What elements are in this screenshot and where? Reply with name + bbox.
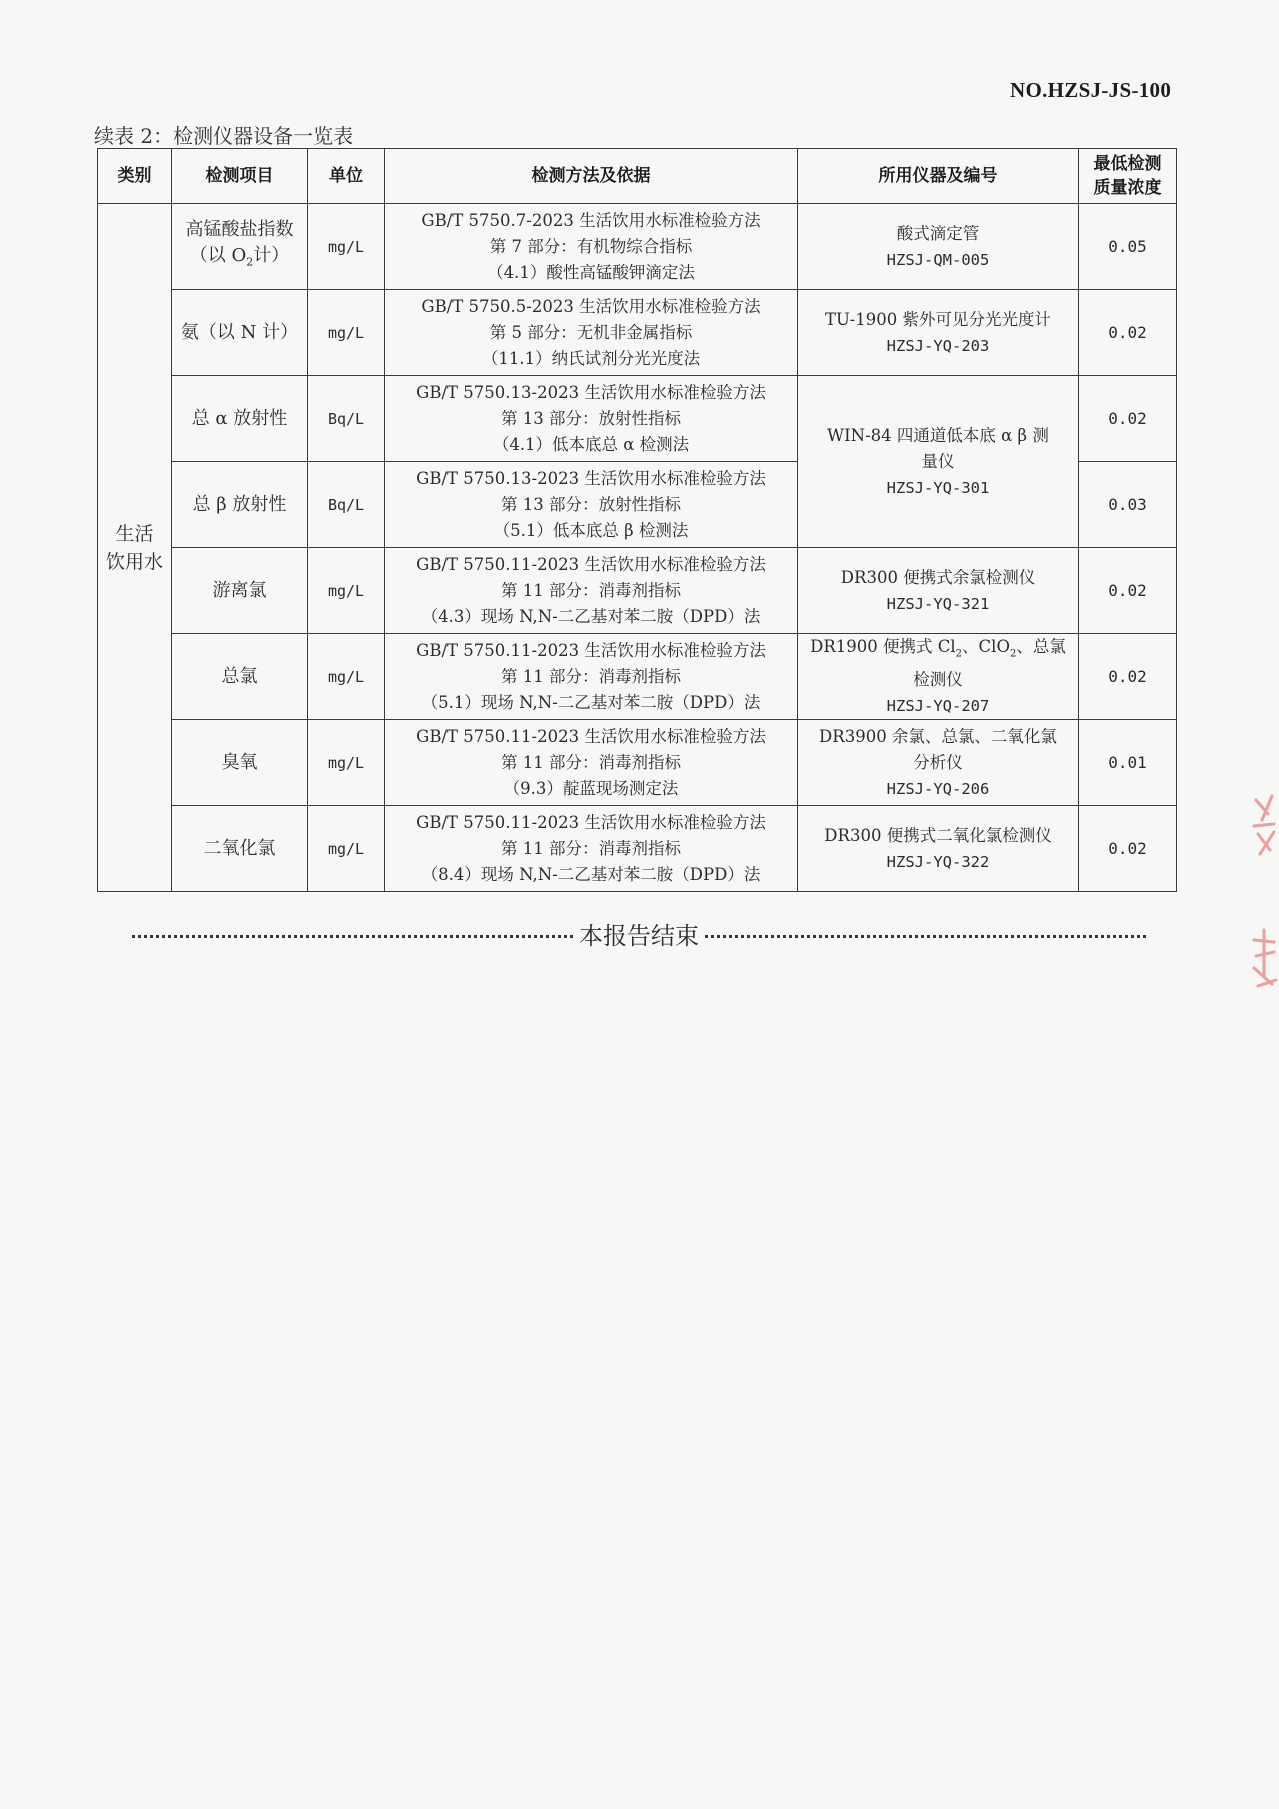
min-concentration-cell: 0.02	[1079, 548, 1177, 634]
unit-cell: Bq/L	[308, 376, 385, 462]
header-category: 类别	[98, 149, 172, 204]
seal-stamp-edge	[1248, 780, 1279, 1010]
min-concentration-cell: 0.02	[1079, 634, 1177, 720]
method-line: GB/T 5750.11-2023 生活饮用水标准检验方法	[416, 554, 766, 574]
header-min-conc-line1: 最低检测	[1093, 154, 1162, 174]
header-method: 检测方法及依据	[385, 149, 798, 204]
table-row	[98, 806, 1177, 892]
item-cell: 二氧化氯	[172, 806, 308, 892]
instrument-cell	[798, 376, 1079, 548]
method-line: （4.1）酸性高锰酸钾滴定法	[487, 262, 695, 282]
header-item: 检测项目	[172, 149, 308, 204]
item-text: （以 O	[189, 245, 247, 267]
document-number: NO.HZSJ-JS-100	[1010, 78, 1172, 102]
table-row	[98, 290, 1177, 376]
instrument-subscript: 2	[1009, 648, 1017, 660]
method-line: 第 11 部分：消毒剂指标	[501, 580, 681, 600]
unit-cell: mg/L	[308, 290, 385, 376]
instrument-line: 分析仪	[913, 752, 963, 772]
method-line: （4.1）低本底总 α 检测法	[492, 434, 690, 454]
item-cell: 总氯	[172, 634, 308, 720]
method-line: （4.3）现场 N,N-二乙基对苯二胺（DPD）法	[421, 606, 761, 626]
method-cell	[385, 376, 798, 462]
method-cell	[385, 634, 798, 720]
instrument-table	[97, 148, 1177, 892]
item-cell: 总 β 放射性	[172, 462, 308, 548]
min-concentration-cell: 0.01	[1079, 720, 1177, 806]
unit-cell: mg/L	[308, 548, 385, 634]
instrument-line	[800, 634, 1076, 667]
method-line: 第 7 部分：有机物综合指标	[489, 236, 693, 256]
method-line: GB/T 5750.11-2023 生活饮用水标准检验方法	[416, 640, 766, 660]
item-cell: 氨（以 N 计）	[172, 290, 308, 376]
instrument-line: 量仪	[921, 451, 955, 471]
unit-cell: mg/L	[308, 634, 385, 720]
header-unit: 单位	[308, 149, 385, 204]
item-line	[174, 243, 305, 276]
table-caption: 续表 2：检测仪器设备一览表	[94, 124, 354, 148]
instrument-line: DR300 便携式二氧化氯检测仪	[824, 825, 1052, 845]
instrument-line: WIN-84 四通道低本底 α β 测	[827, 425, 1049, 445]
method-cell	[385, 806, 798, 892]
category-cell	[98, 204, 172, 892]
method-cell	[385, 720, 798, 806]
method-line: 第 13 部分：放射性指标	[501, 494, 681, 514]
instrument-line: DR3900 余氯、总氯、二氧化氯	[819, 726, 1057, 746]
method-line: （5.1）现场 N,N-二乙基对苯二胺（DPD）法	[421, 692, 761, 712]
instrument-cell	[798, 806, 1079, 892]
table-header-row	[98, 149, 1177, 204]
instrument-line: DR300 便携式余氯检测仪	[840, 567, 1036, 587]
instrument-code: HZSJ-YQ-207	[886, 697, 990, 716]
item-line: 高锰酸盐指数	[185, 219, 294, 241]
header-min-concentration	[1079, 149, 1177, 204]
method-line: （9.3）靛蓝现场测定法	[503, 778, 679, 798]
method-cell	[385, 548, 798, 634]
unit-cell: mg/L	[308, 806, 385, 892]
instrument-cell	[798, 634, 1079, 720]
report-end-text: 本报告结束	[579, 922, 699, 950]
method-line: GB/T 5750.13-2023 生活饮用水标准检验方法	[416, 468, 766, 488]
method-line: 第 11 部分：消毒剂指标	[501, 838, 681, 858]
instrument-line: 酸式滴定管	[896, 223, 980, 243]
min-concentration-cell: 0.02	[1079, 376, 1177, 462]
item-subscript: 2	[246, 255, 254, 269]
method-line: （11.1）纳氏试剂分光光度法	[481, 348, 701, 368]
table-row	[98, 376, 1177, 462]
min-concentration-cell: 0.05	[1079, 204, 1177, 290]
unit-cell: Bq/L	[308, 462, 385, 548]
method-line: （5.1）低本底总 β 检测法	[493, 520, 689, 540]
instrument-cell	[798, 720, 1079, 806]
instrument-code: HZSJ-QM-005	[886, 250, 990, 269]
instrument-code: HZSJ-YQ-203	[886, 336, 990, 355]
instrument-cell	[798, 548, 1079, 634]
seal-stamp-icon	[1248, 780, 1279, 1010]
method-line: GB/T 5750.7-2023 生活饮用水标准检验方法	[421, 210, 761, 230]
instrument-subscript: 2	[955, 648, 963, 660]
instrument-line: 检测仪	[913, 670, 963, 690]
method-line: （8.4）现场 N,N-二乙基对苯二胺（DPD）法	[421, 864, 761, 884]
instrument-code: HZSJ-YQ-322	[886, 852, 990, 871]
method-line: GB/T 5750.11-2023 生活饮用水标准检验方法	[416, 812, 766, 832]
instrument-cell	[798, 290, 1079, 376]
instrument-line: TU-1900 紫外可见分光光度计	[825, 309, 1051, 329]
header-min-conc-line2: 质量浓度	[1093, 178, 1162, 198]
category-line2: 饮用水	[105, 550, 163, 573]
table-row	[98, 720, 1177, 806]
unit-cell: mg/L	[308, 720, 385, 806]
min-concentration-cell: 0.02	[1079, 806, 1177, 892]
item-cell: 臭氧	[172, 720, 308, 806]
item-cell: 总 α 放射性	[172, 376, 308, 462]
item-text: 计）	[253, 245, 290, 267]
min-concentration-cell: 0.03	[1079, 462, 1177, 548]
table-row	[98, 204, 1177, 290]
table-row	[98, 634, 1177, 720]
instrument-cell	[798, 204, 1079, 290]
category-line1: 生活	[115, 522, 154, 545]
table-row	[98, 548, 1177, 634]
unit-cell: mg/L	[308, 204, 385, 290]
method-cell	[385, 462, 798, 548]
instrument-text: 、ClO	[962, 637, 1010, 656]
instrument-code: HZSJ-YQ-301	[886, 478, 990, 497]
method-line: 第 11 部分：消毒剂指标	[501, 666, 681, 686]
method-line: GB/T 5750.11-2023 生活饮用水标准检验方法	[416, 726, 766, 746]
item-cell	[172, 204, 308, 290]
dotted-leader-right	[705, 935, 1146, 938]
method-line: GB/T 5750.13-2023 生活饮用水标准检验方法	[416, 382, 766, 402]
item-cell: 游离氯	[172, 548, 308, 634]
method-line: 第 11 部分：消毒剂指标	[501, 752, 681, 772]
instrument-code: HZSJ-YQ-206	[886, 779, 990, 798]
method-line: GB/T 5750.5-2023 生活饮用水标准检验方法	[421, 296, 761, 316]
report-end-line	[132, 916, 1146, 951]
dotted-leader-left	[132, 935, 573, 938]
instrument-text: 、总氯	[1016, 637, 1066, 656]
header-instrument: 所用仪器及编号	[798, 149, 1079, 204]
method-cell	[385, 204, 798, 290]
instrument-text: DR1900 便携式 Cl	[810, 637, 956, 656]
min-concentration-cell: 0.02	[1079, 290, 1177, 376]
method-line: 第 5 部分：无机非金属指标	[489, 322, 693, 342]
method-cell	[385, 290, 798, 376]
instrument-code: HZSJ-YQ-321	[886, 594, 990, 613]
method-line: 第 13 部分：放射性指标	[501, 408, 681, 428]
